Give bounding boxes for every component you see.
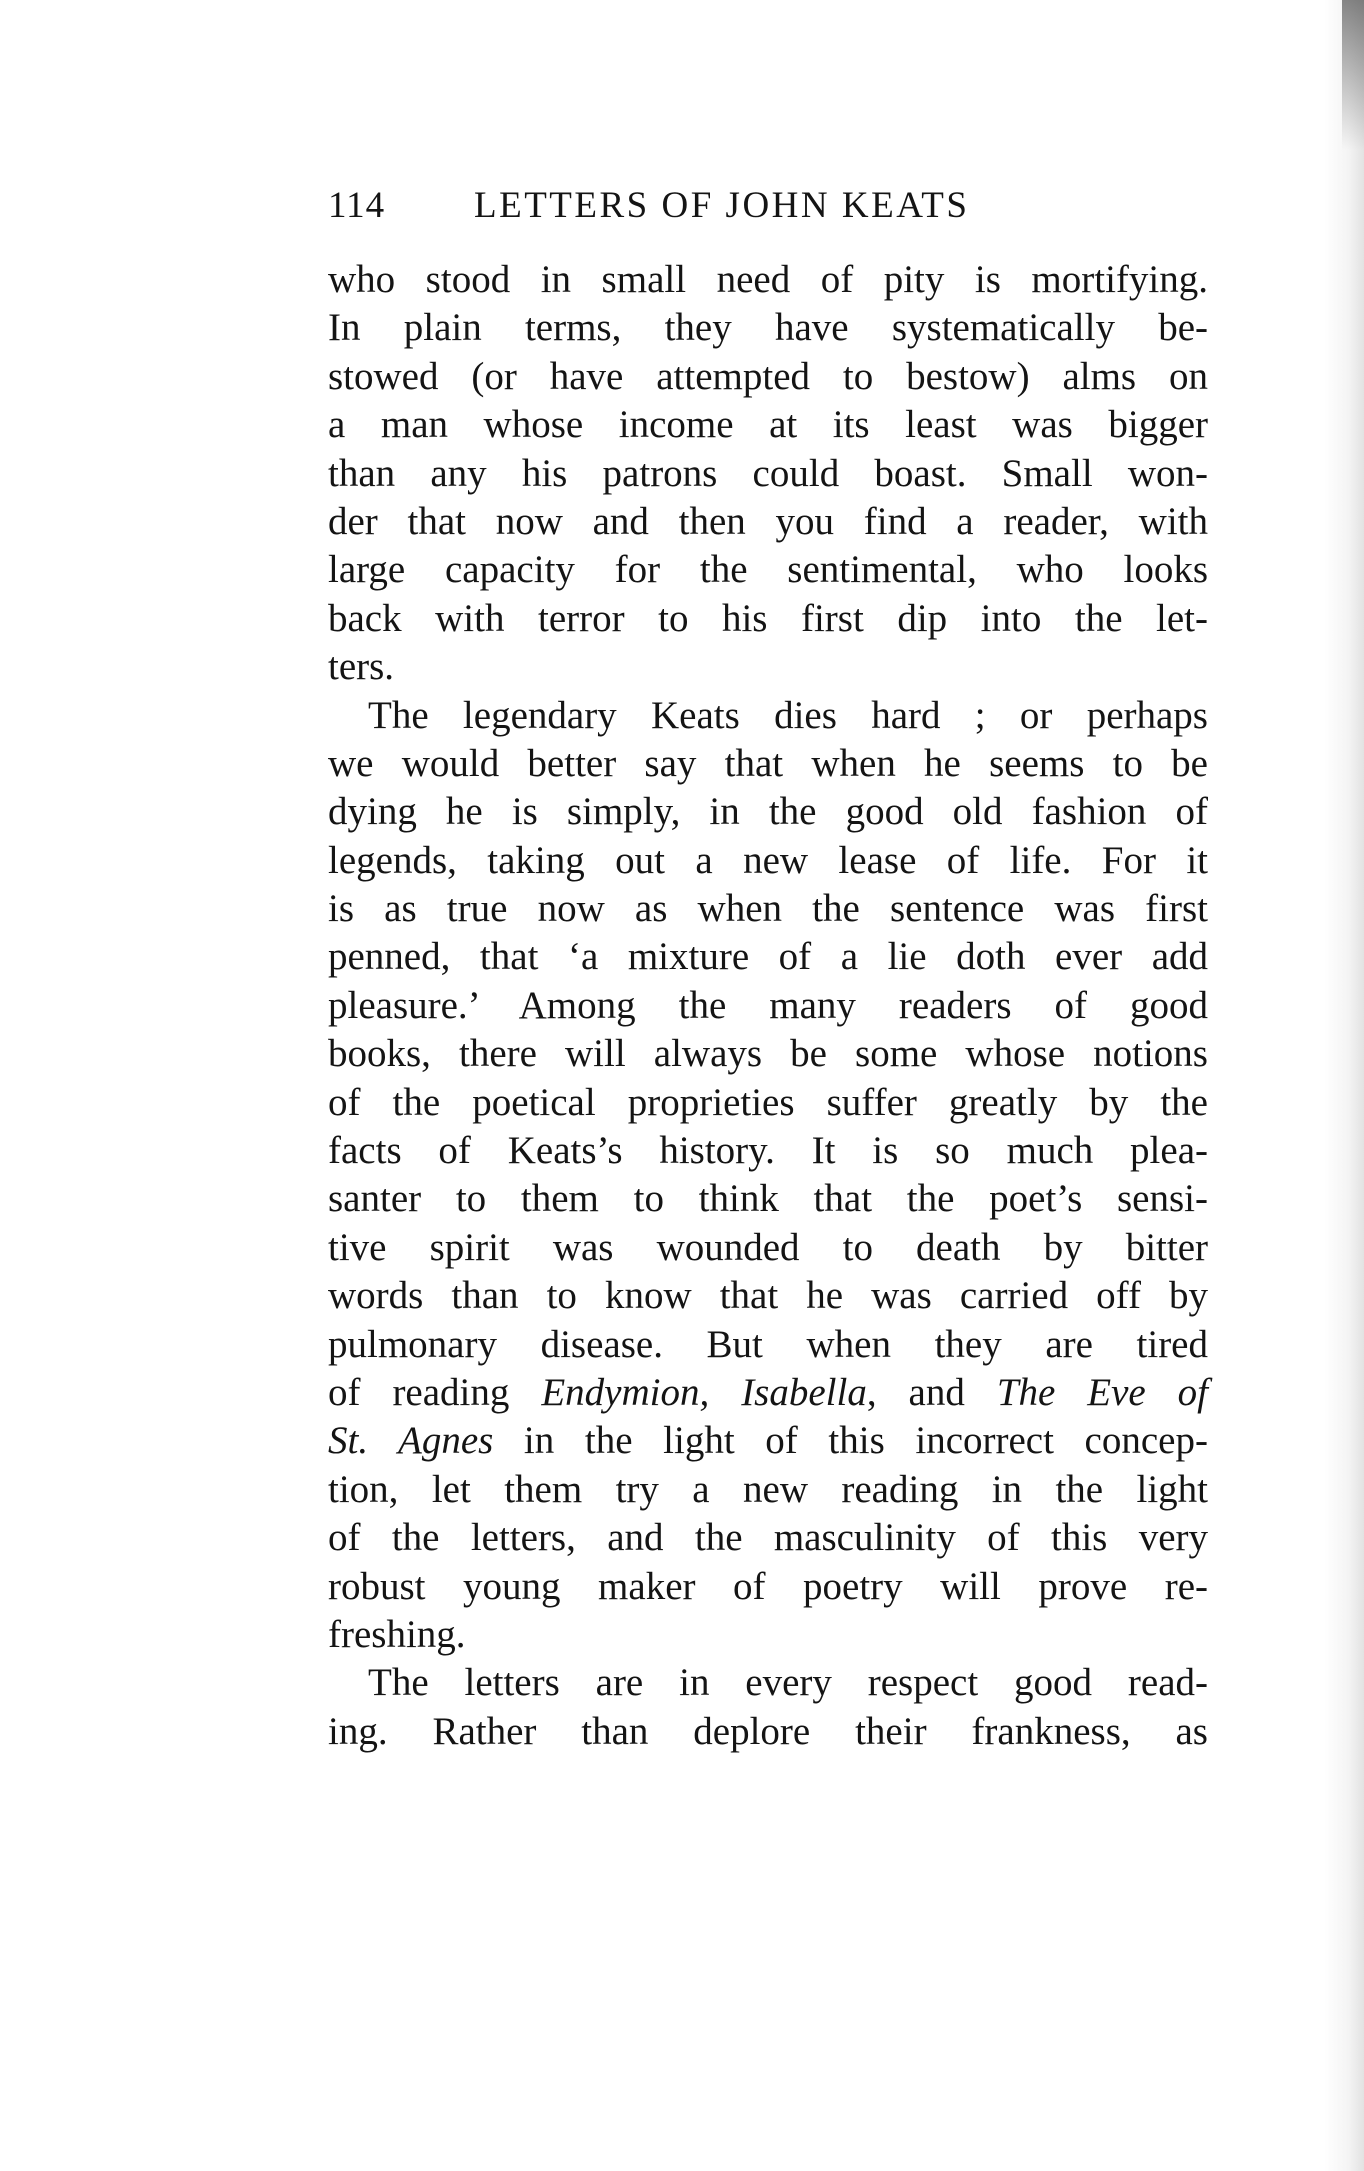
italic-comma: , bbox=[699, 1370, 742, 1414]
text-line: facts of Keats’s history. It is so much plea- bbox=[328, 1129, 1208, 1173]
text-line: robust young maker of poetry will prove re- bbox=[328, 1564, 1208, 1608]
body-text bbox=[328, 256, 1208, 1756]
text-line: pulmonary disease. But when they are tired bbox=[328, 1322, 1208, 1366]
text-line: pleasure.’ Among the many readers of good bbox=[328, 983, 1208, 1027]
running-header bbox=[328, 184, 1208, 232]
text-line: is as true now as when the sentence was first bbox=[328, 887, 1208, 931]
scan-edge-dark-corner bbox=[1342, 0, 1364, 150]
text-line: of the letters, and the masculinity of this very bbox=[328, 1516, 1208, 1560]
text-line: of the poetical proprieties suffer greatly by the bbox=[328, 1080, 1208, 1124]
paragraph-start-line: The letters are in every respect good read- bbox=[368, 1661, 1208, 1705]
scan-edge-shadow bbox=[1324, 0, 1364, 2171]
italic-title: Isabella bbox=[741, 1370, 867, 1414]
text-line: der that now and then you find a reader, with bbox=[328, 499, 1208, 543]
text-line: books, there will always be some whose notions bbox=[328, 1032, 1208, 1076]
text-line: words than to know that he was carried off by bbox=[328, 1274, 1208, 1318]
text-run: in the light of this incorrect concep- bbox=[493, 1419, 1208, 1463]
text-line: a man whose income at its least was bigger bbox=[328, 403, 1208, 447]
text-line: penned, that ‘a mixture of a lie doth ever add bbox=[328, 935, 1208, 979]
text-line: freshing. bbox=[328, 1612, 466, 1656]
text-line: In plain terms, they have systematically be- bbox=[328, 306, 1208, 350]
italic-title: Endymion bbox=[541, 1370, 700, 1414]
text-line: tion, let them try a new reading in the light bbox=[328, 1467, 1208, 1511]
text-line: back with terror to his first dip into the let- bbox=[328, 596, 1208, 640]
text-line-with-titles bbox=[328, 1369, 1208, 1417]
running-title: LETTERS OF JOHN KEATS bbox=[474, 185, 970, 226]
text-line: ters. bbox=[328, 645, 395, 689]
text-line: legends, taking out a new lease of life. For it bbox=[328, 838, 1208, 882]
text-line: who stood in small need of pity is mortifying. bbox=[328, 258, 1208, 301]
text-line-with-titles bbox=[328, 1417, 1208, 1465]
text-run: , and bbox=[866, 1370, 997, 1414]
text-line: large capacity for the sentimental, who looks bbox=[328, 548, 1208, 592]
text-run: of reading bbox=[328, 1370, 542, 1414]
text-line: than any his patrons could boast. Small won- bbox=[328, 451, 1208, 495]
page-number: 114 bbox=[328, 185, 386, 226]
text-line: tive spirit was wounded to death by bitter bbox=[328, 1225, 1208, 1269]
italic-title: The Eve of bbox=[996, 1370, 1208, 1414]
text-line: santer to them to think that the poet’s sensi- bbox=[328, 1177, 1208, 1221]
text-line: we would better say that when he seems to be bbox=[328, 741, 1208, 785]
paragraph-start-line: The legendary Keats dies hard ; or perhaps bbox=[368, 693, 1208, 737]
text-line: dying he is simply, in the good old fashion of bbox=[328, 790, 1208, 834]
text-line: ing. Rather than deplore their frankness, as bbox=[328, 1709, 1208, 1753]
italic-title: St. Agnes bbox=[328, 1419, 494, 1463]
text-line: stowed (or have attempted to bestow) alms on bbox=[328, 354, 1208, 398]
